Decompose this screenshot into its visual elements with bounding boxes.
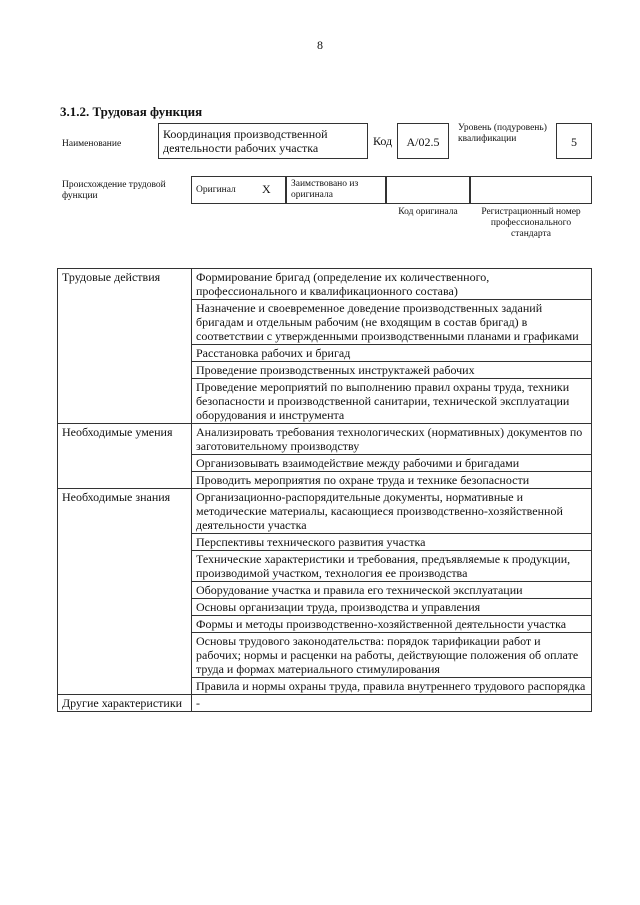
- table-row: [58, 269, 592, 300]
- reg-number-cell: [470, 176, 592, 204]
- table-cell: Формирование бригад (определение их количественного, профессионального и квалификационного состава): [192, 269, 592, 300]
- table-cell: Технические характеристики и требования, предъявляемые к продукции, производимой участком, технология ее производства: [192, 551, 592, 582]
- origin-borrowed-label: Заимствовано из оригинала: [291, 179, 359, 200]
- skills-label: Необходимые умения: [58, 424, 192, 489]
- section-title: 3.1.2. Трудовая функция: [60, 104, 203, 119]
- labor-function-table: [57, 268, 592, 712]
- table-cell: -: [192, 695, 592, 712]
- code-value: A/02.5: [397, 123, 449, 159]
- table-cell: Формы и методы производственно-хозяйственной деятельности участка: [192, 616, 592, 633]
- code-label: Код: [373, 134, 393, 148]
- table-row: [58, 424, 592, 455]
- name-label: Наименование: [62, 139, 122, 149]
- other-characteristics-label: Другие характеристики: [58, 695, 192, 712]
- table-cell: Назначение и своевременное доведение производственных заданий бригадам и отдельным рабочим (не входящим в состав бригад) в соответствии с утвержденными производственными планами и графиками: [192, 300, 592, 345]
- table-row: [58, 695, 592, 712]
- table-cell: Основы организации труда, производства и управления: [192, 599, 592, 616]
- qualification-level-label: Уровень (подуровень) квалификации: [458, 123, 547, 144]
- code-original-caption: Код оригинала: [398, 207, 458, 217]
- table-cell: Правила и нормы охраны труда, правила внутреннего трудового распорядка: [192, 678, 592, 695]
- name-value: Координация производственной деятельности рабочих участка: [158, 123, 368, 159]
- qualification-level-value: 5: [556, 123, 592, 159]
- table-cell: Проведение мероприятий по выполнению правил охраны труда, техники безопасности и производственной санитарии, технической эксплуатации оборудования и инструмента: [192, 379, 592, 424]
- table-cell: Проведение производственных инструктажей рабочих: [192, 362, 592, 379]
- table-cell: Организационно-распорядительные документы, нормативные и методические материалы, касающиеся производственно-хозяйственной деятельности участка: [192, 489, 592, 534]
- origin-original-mark: X: [262, 182, 271, 196]
- labor-actions-label: Трудовые действия: [58, 269, 192, 424]
- table-cell: Расстановка рабочих и бригад: [192, 345, 592, 362]
- table-cell: Перспективы технического развития участка: [192, 534, 592, 551]
- code-original-cell: [386, 176, 470, 204]
- table-cell: Основы трудового законодательства: порядок тарификации работ и рабочих; нормы и расценки на работы, действующие положения об оплате труда и формах материального стимулирования: [192, 633, 592, 678]
- table-row: [58, 489, 592, 534]
- table-cell: Анализировать требования технологических (нормативных) документов по заготовительному производству: [192, 424, 592, 455]
- knowledge-label: Необходимые знания: [58, 489, 192, 695]
- reg-number-caption: Регистрационный номер профессионального стандарта: [481, 207, 581, 239]
- origin-original-label: Оригинал: [196, 185, 236, 195]
- table-cell: Оборудование участка и правила его технической эксплуатации: [192, 582, 592, 599]
- table-cell: Организовывать взаимодействие между рабочими и бригадами: [192, 455, 592, 472]
- table-cell: Проводить мероприятия по охране труда и технике безопасности: [192, 472, 592, 489]
- origin-label: Происхождение трудовой функции: [62, 180, 166, 201]
- page-number: 8: [317, 38, 323, 52]
